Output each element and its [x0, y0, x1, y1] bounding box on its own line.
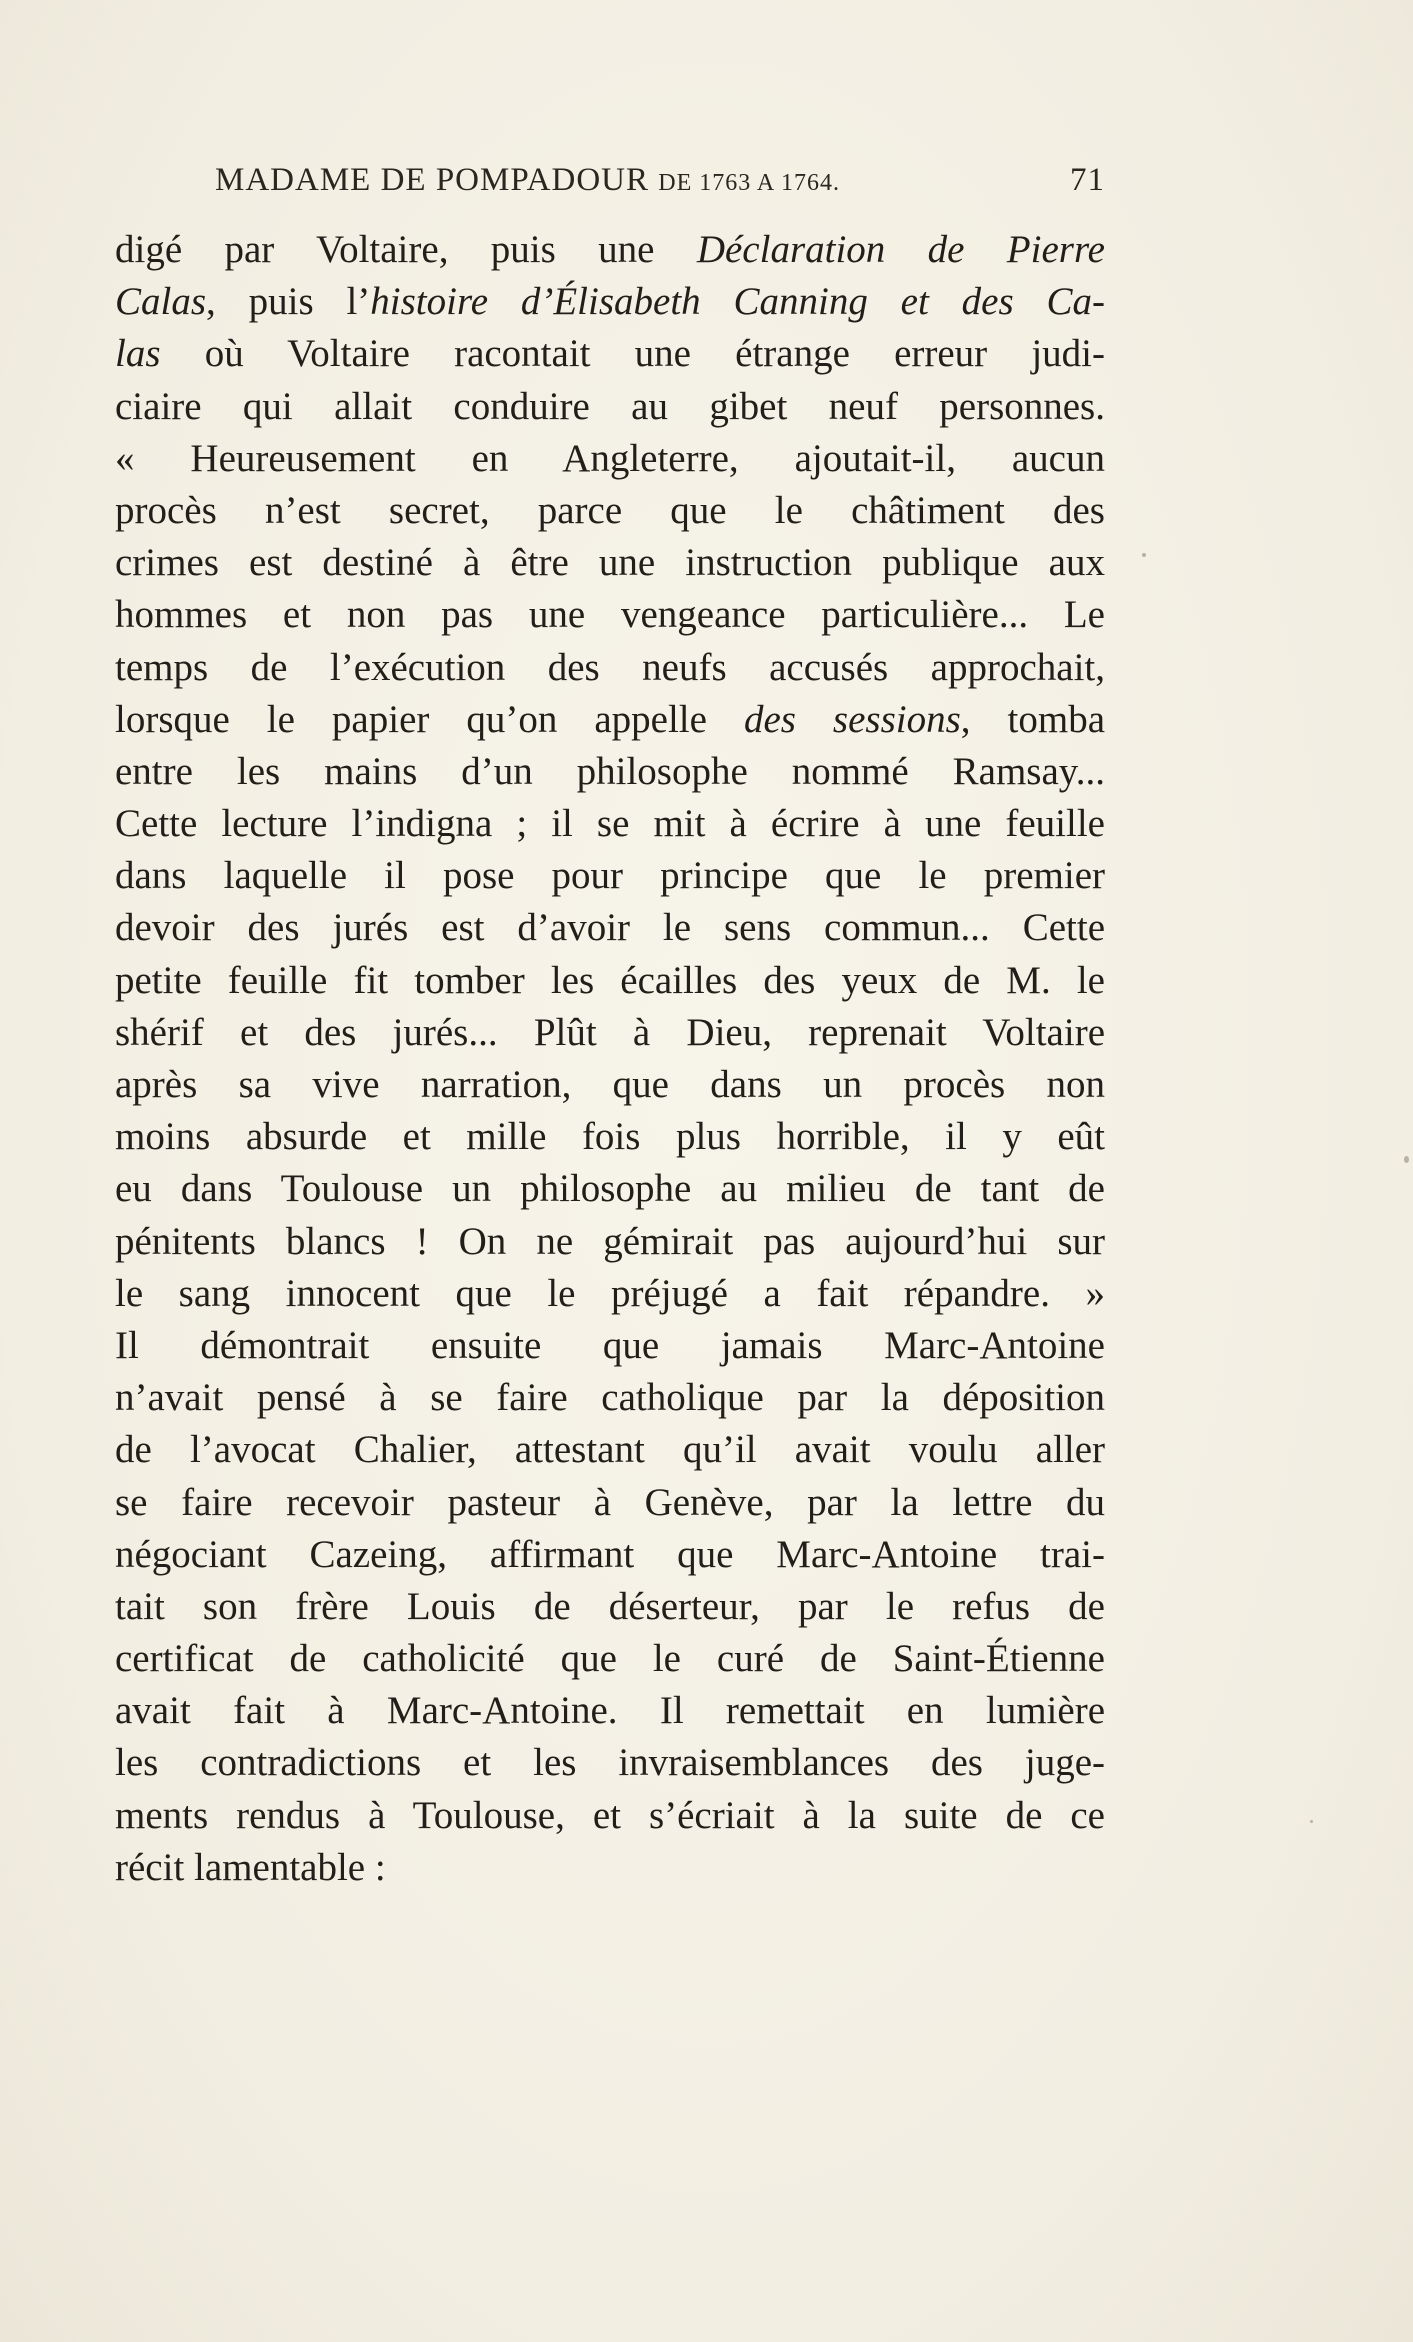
- text-line: [115, 902, 1105, 954]
- text-segment: pénitents blancs ! On ne gémirait pas aujourd’hui sur: [115, 1219, 1105, 1263]
- page-number: 71: [1070, 162, 1105, 198]
- text-segment: n’avait pensé à se faire catholique par la déposition: [115, 1376, 1105, 1420]
- text-line: [115, 1477, 1105, 1529]
- text-line: [115, 1424, 1105, 1476]
- text-segment: de l’avocat Chalier, attestant qu’il avait voulu aller: [115, 1428, 1105, 1472]
- text-segment: temps de l’exécution des neufs accusés approchait,: [115, 645, 1105, 689]
- text-segment: les contradictions et les invraisemblances des juge-: [115, 1741, 1105, 1785]
- text-line: [115, 642, 1105, 694]
- text-segment: crimes est destiné à être une instruction publique aux: [115, 541, 1105, 585]
- italic-text-segment: Déclaration de Pierre: [696, 228, 1105, 271]
- text-segment: moins absurde et mille fois plus horrible, il y eût: [115, 1115, 1105, 1159]
- text-segment: shérif et des jurés... Plût à Dieu, reprenait Voltaire: [115, 1010, 1105, 1054]
- text-line: [115, 224, 1105, 276]
- paper-speck: [1142, 553, 1146, 557]
- text-segment: , tomba: [960, 697, 1106, 741]
- text-segment: certificat de catholicité que le curé de Saint-Étienne: [115, 1637, 1105, 1681]
- text-segment: devoir des jurés est d’avoir le sens commun... Cette: [115, 906, 1105, 950]
- running-header: [215, 162, 1105, 212]
- text-segment: entre les mains d’un philosophe nommé Ramsay...: [115, 749, 1105, 793]
- italic-text-segment: las: [115, 332, 161, 376]
- text-segment: Cette lecture l’indigna ; il se mit à écrire à une feuille: [115, 802, 1105, 846]
- italic-text-segment: Calas: [115, 280, 207, 324]
- text-segment: ments rendus à Toulouse, et s’écriait à la suite de ce: [115, 1793, 1105, 1837]
- text-line: [115, 485, 1105, 537]
- text-line: [115, 1737, 1105, 1789]
- text-line: [115, 1529, 1105, 1581]
- text-segment: procès n’est secret, parce que le châtiment des: [115, 488, 1105, 532]
- text-segment: récit lamentable :: [115, 1845, 386, 1889]
- italic-text-segment: des sessions: [743, 697, 961, 741]
- text-segment: après sa vive narration, que dans un procès non: [115, 1063, 1105, 1106]
- text-line: [115, 694, 1105, 746]
- text-segment: où Voltaire racontait une étrange erreur judi-: [160, 332, 1105, 376]
- text-line: [115, 1320, 1105, 1372]
- text-segment: négociant Cazeing, affirmant que Marc-Antoine trai-: [115, 1532, 1105, 1576]
- text-line: [115, 1842, 1105, 1894]
- text-segment: tait son frère Louis de déserteur, par le refus de: [115, 1584, 1105, 1628]
- italic-text-segment: histoire d’Élisabeth Canning et des Ca-: [370, 280, 1105, 324]
- text-segment: le sang innocent que le préjugé a fait répandre. »: [115, 1271, 1105, 1315]
- running-title-main: MADAME DE POMPADOUR: [215, 162, 650, 198]
- text-line: [115, 276, 1105, 328]
- text-line: [115, 1581, 1105, 1633]
- text-line: [115, 381, 1105, 433]
- text-line: [115, 1268, 1105, 1320]
- text-line: [115, 746, 1105, 798]
- text-segment: petite feuille fit tomber les écailles des yeux de M. le: [115, 958, 1105, 1002]
- text-line: [115, 1111, 1105, 1163]
- running-title-dates: DE 1763 A 1764.: [658, 170, 840, 196]
- text-segment: « Heureusement en Angleterre, ajoutait-il, aucun: [115, 436, 1105, 480]
- text-line: [115, 1633, 1105, 1685]
- text-line: [115, 589, 1105, 641]
- paper-speck: [1310, 1820, 1313, 1823]
- text-line: [115, 1216, 1105, 1268]
- text-segment: Il démontrait ensuite que jamais Marc-Antoine: [115, 1323, 1105, 1367]
- running-title: [215, 162, 840, 199]
- text-line: [115, 850, 1105, 902]
- text-line: [115, 1685, 1105, 1737]
- text-segment: ciaire qui allait conduire au gibet neuf personnes.: [115, 384, 1105, 428]
- text-segment: , puis l’: [206, 280, 371, 324]
- text-line: [115, 328, 1105, 380]
- text-line: [115, 1007, 1105, 1059]
- text-line: [115, 798, 1105, 850]
- text-line: [115, 955, 1105, 1007]
- text-line: [115, 1163, 1105, 1215]
- text-line: [115, 537, 1105, 589]
- text-segment: digé par Voltaire, puis une: [115, 228, 697, 271]
- text-segment: lorsque le papier qu’on appelle: [115, 697, 744, 741]
- paper-speck: [1404, 1156, 1409, 1163]
- text-segment: eu dans Toulouse un philosophe au milieu de tant de: [115, 1167, 1105, 1211]
- text-segment: hommes et non pas une vengeance particulière... Le: [115, 593, 1105, 637]
- text-line: [115, 1372, 1105, 1424]
- text-line: [115, 1059, 1105, 1111]
- text-segment: dans laquelle il pose pour principe que le premier: [115, 854, 1105, 898]
- body-text: [115, 224, 1105, 1894]
- text-line: [115, 1790, 1105, 1842]
- text-segment: avait fait à Marc-Antoine. Il remettait en lumière: [115, 1689, 1105, 1733]
- text-segment: se faire recevoir pasteur à Genève, par la lettre du: [115, 1480, 1105, 1524]
- text-line: [115, 433, 1105, 485]
